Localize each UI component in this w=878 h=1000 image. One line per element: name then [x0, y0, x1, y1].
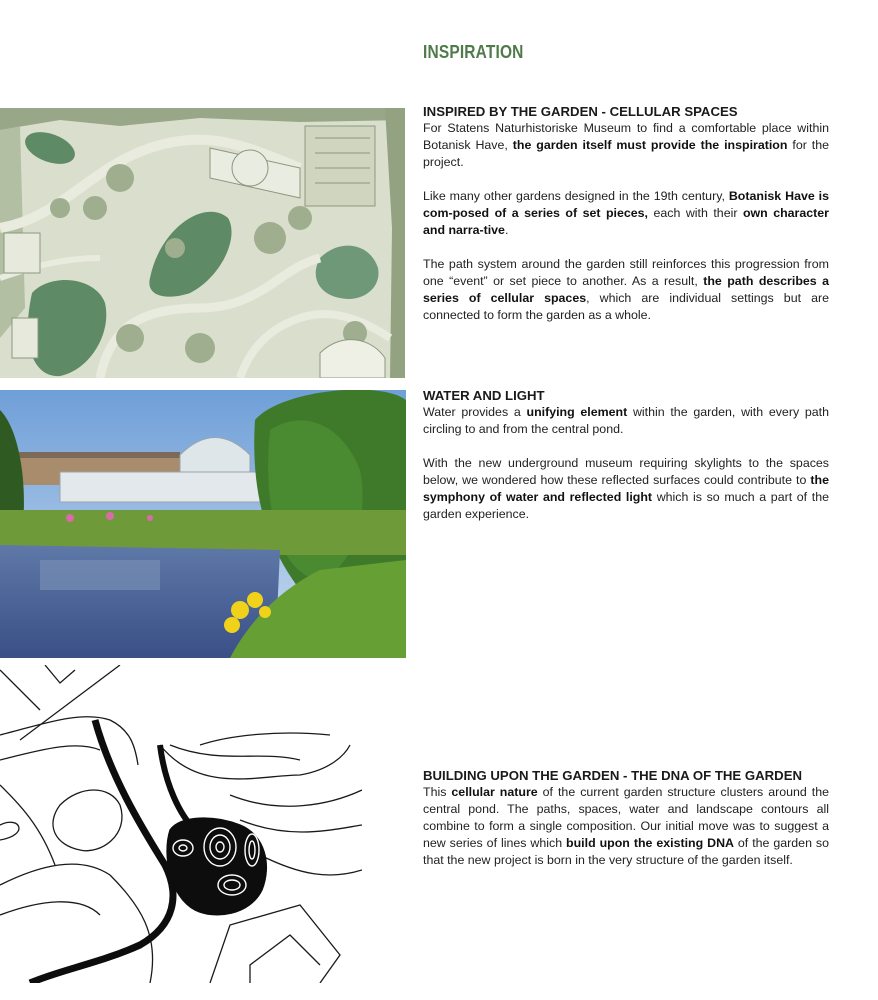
- garden-dna-diagram: [0, 665, 362, 983]
- text-run: of the garden so that the new project is born in the very structure of the garden itself.: [423, 836, 829, 867]
- text-run: which is so much a part of the garden experience.: [423, 490, 829, 521]
- text-run: This: [423, 785, 452, 799]
- paragraph: [423, 455, 829, 523]
- section-body: [423, 404, 829, 523]
- bold-text: build upon the existing DNA: [566, 836, 734, 850]
- bold-text: the path describes a series of cellular spaces: [423, 274, 829, 305]
- section-title: BUILDING UPON THE GARDEN - THE DNA OF THE GARDEN: [423, 768, 803, 783]
- section-title: INSPIRED BY THE GARDEN - CELLULAR SPACES: [423, 104, 738, 119]
- bold-text: the symphony of water and reflected light: [423, 473, 829, 504]
- text-run: With the new underground museum requiring skylights to the spaces below, we wondered how these reflected surfaces could contribute to: [423, 456, 829, 487]
- text-run: Water provides a: [423, 405, 527, 419]
- pond-photo: [0, 390, 406, 658]
- page-title: INSPIRATION: [423, 42, 524, 62]
- paragraph: [423, 188, 829, 239]
- text-run: within the garden, with every path circling to and from the central pond.: [423, 405, 829, 436]
- bold-text: unifying element: [526, 405, 628, 419]
- text-run: Like many other gardens designed in the 19th century,: [423, 189, 729, 203]
- garden-plan-image: [0, 108, 405, 378]
- section-body: [423, 784, 829, 869]
- section-dna-of-garden: [423, 767, 829, 886]
- text-run: of the current garden structure clusters around the central pond. The paths, spaces, water and landscape contours all combine to form a single composition. Our initial move was to suggest a new series of lines which: [423, 785, 829, 850]
- section-water-and-light: [423, 387, 829, 540]
- bold-text: own character and narra-tive: [423, 206, 830, 237]
- text-run: The path system around the garden still reinforces this progression from one “event” or set piece to another. As a result,: [423, 257, 829, 288]
- paragraph: [423, 784, 829, 869]
- text-run: each with their: [648, 206, 743, 220]
- section-title: WATER AND LIGHT: [423, 388, 545, 403]
- paragraph: [423, 120, 829, 171]
- section-body: [423, 120, 829, 324]
- text-run: .: [504, 223, 509, 237]
- bold-text: Botanisk Have is com-posed of a series of set pieces,: [423, 189, 830, 220]
- paragraph: [423, 256, 829, 324]
- text-run: for the project.: [423, 138, 830, 169]
- bold-text: the garden itself must provide the inspiration: [512, 138, 788, 152]
- paragraph: [423, 404, 829, 438]
- text-run: For Statens Naturhistoriske Museum to find a comfortable place within Botanisk Have,: [423, 121, 829, 152]
- text-run: , which are individual settings but are connected to form the garden as a whole.: [423, 291, 829, 322]
- bold-text: cellular nature: [451, 785, 538, 799]
- section-cellular-spaces: [423, 103, 829, 341]
